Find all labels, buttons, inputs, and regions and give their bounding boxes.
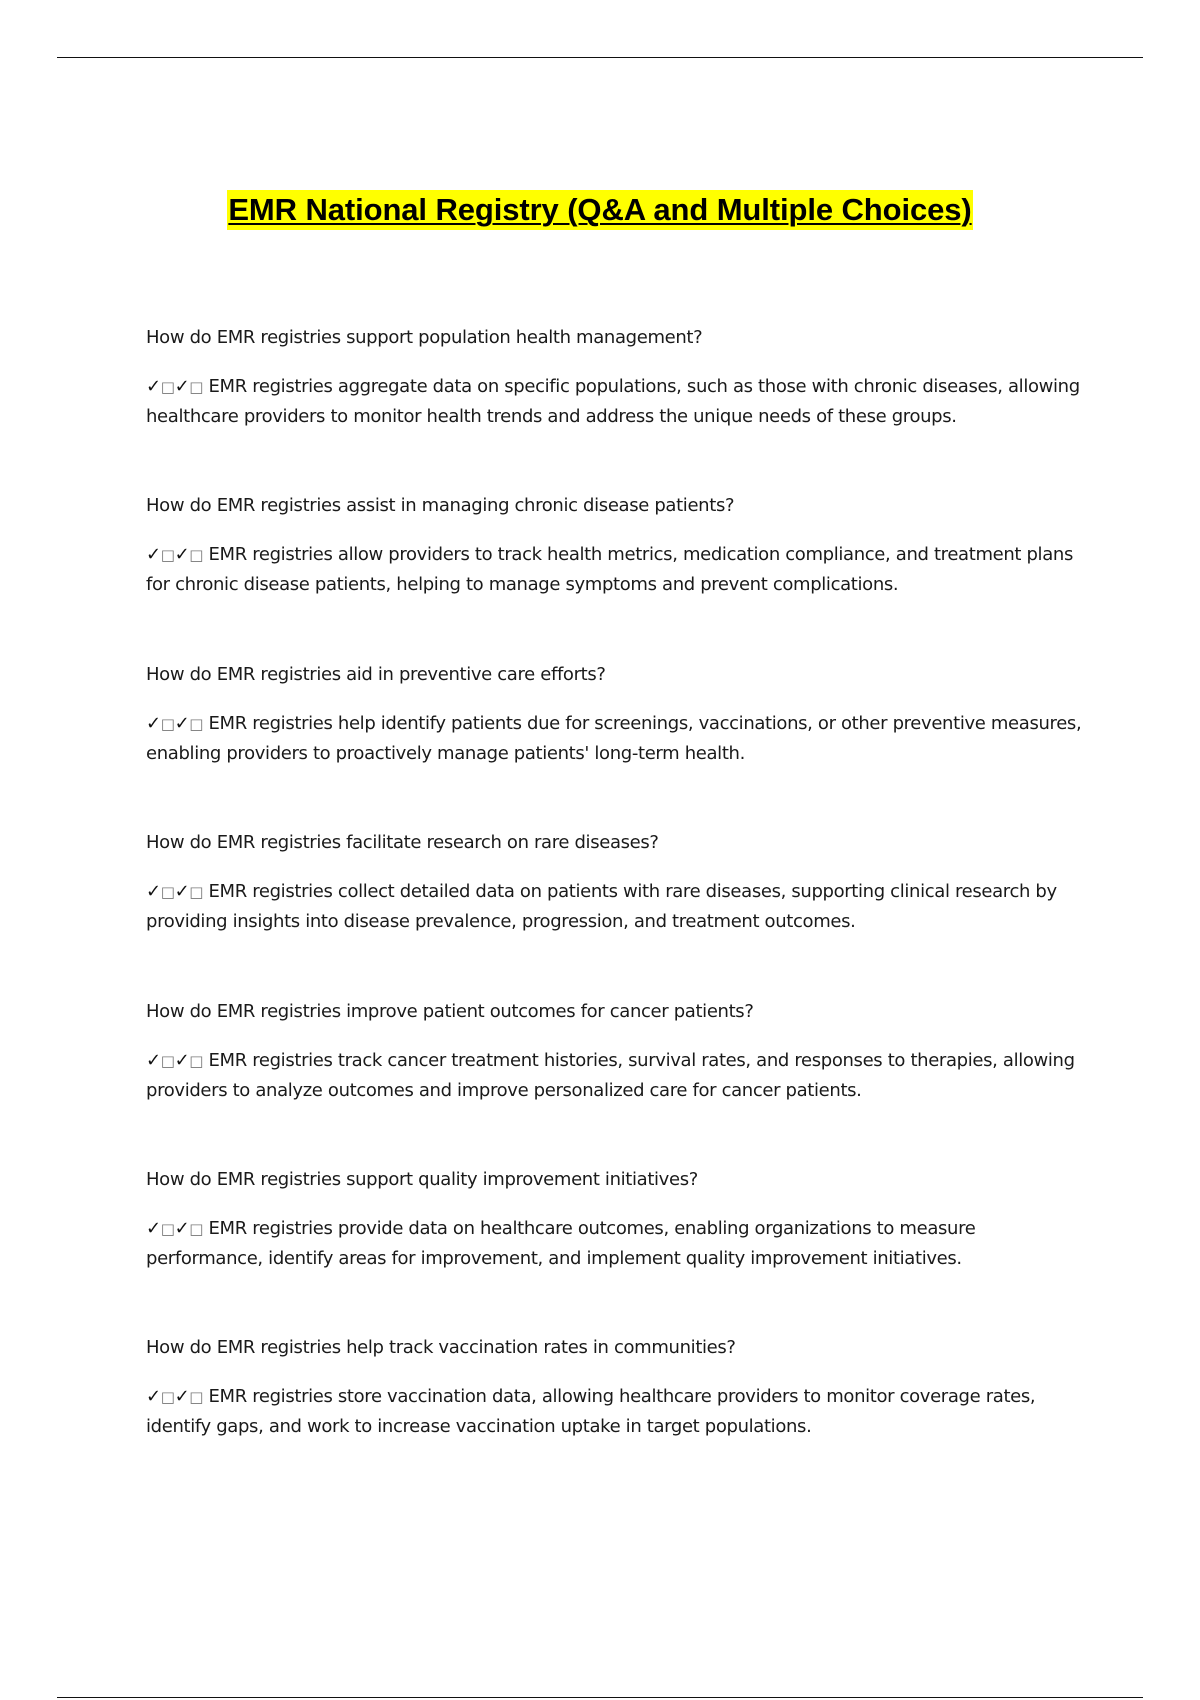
- answer-text: [146, 1214, 1096, 1273]
- answer-text: [146, 877, 1096, 936]
- qa-item: [146, 1334, 1096, 1441]
- qa-item: [146, 829, 1096, 936]
- question-text: How do EMR registries improve patient outcomes for cancer patients?: [146, 1001, 754, 1022]
- qa-item: [146, 492, 1096, 599]
- answer-body: EMR registries aggregate data on specific populations, such as those with chronic diseases, allowing healthcare providers to monitor health trends and address the unique needs of these groups.: [146, 376, 1080, 427]
- question-text: How do EMR registries assist in managing chronic disease patients?: [146, 495, 735, 516]
- answer-text: [146, 372, 1096, 431]
- answer-body: EMR registries collect detailed data on patients with rare diseases, supporting clinical research by providing insights into disease prevalence, progression, and treatment outcomes.: [146, 881, 1057, 932]
- qa-item: [146, 998, 1096, 1105]
- question-text: How do EMR registries facilitate research on rare diseases?: [146, 832, 659, 853]
- checkmark-icon: ✓□✓□: [146, 1386, 204, 1407]
- answer-text: [146, 540, 1096, 599]
- answer-body: EMR registries store vaccination data, allowing healthcare providers to monitor coverage rates, identify gaps, and work to increase vaccination uptake in target populations.: [146, 1386, 1036, 1437]
- answer-body: EMR registries provide data on healthcare outcomes, enabling organizations to measure performance, identify areas for improvement, and implement quality improvement initiatives.: [146, 1218, 976, 1269]
- answer-body: EMR registries help identify patients due for screenings, vaccinations, or other preventive measures, enabling providers to proactively manage patients' long-term health.: [146, 713, 1082, 764]
- answer-text: [146, 1382, 1096, 1441]
- question-text: How do EMR registries help track vaccination rates in communities?: [146, 1337, 736, 1358]
- title-block: [0, 190, 1200, 230]
- answer-body: EMR registries track cancer treatment histories, survival rates, and responses to therapies, allowing providers to analyze outcomes and improve personalized care for cancer patients.: [146, 1050, 1075, 1101]
- answer-text: [146, 1046, 1096, 1105]
- qa-item: [146, 1166, 1096, 1273]
- checkmark-icon: ✓□✓□: [146, 376, 204, 397]
- qa-item: [146, 324, 1096, 431]
- checkmark-icon: ✓□✓□: [146, 1218, 204, 1239]
- bottom-rule: [57, 1697, 1143, 1698]
- qa-item: [146, 661, 1096, 768]
- question-text: How do EMR registries aid in preventive care efforts?: [146, 664, 606, 685]
- checkmark-icon: ✓□✓□: [146, 1050, 204, 1071]
- page-title: EMR National Registry (Q&A and Multiple Choices): [227, 190, 972, 230]
- answer-text: [146, 709, 1096, 768]
- checkmark-icon: ✓□✓□: [146, 713, 204, 734]
- question-text: How do EMR registries support quality improvement initiatives?: [146, 1169, 698, 1190]
- answer-body: EMR registries allow providers to track health metrics, medication compliance, and treatment plans for chronic disease patients, helping to manage symptoms and prevent complications.: [146, 544, 1073, 595]
- checkmark-icon: ✓□✓□: [146, 544, 204, 565]
- top-rule: [57, 57, 1143, 58]
- checkmark-icon: ✓□✓□: [146, 881, 204, 902]
- question-text: How do EMR registries support population health management?: [146, 327, 703, 348]
